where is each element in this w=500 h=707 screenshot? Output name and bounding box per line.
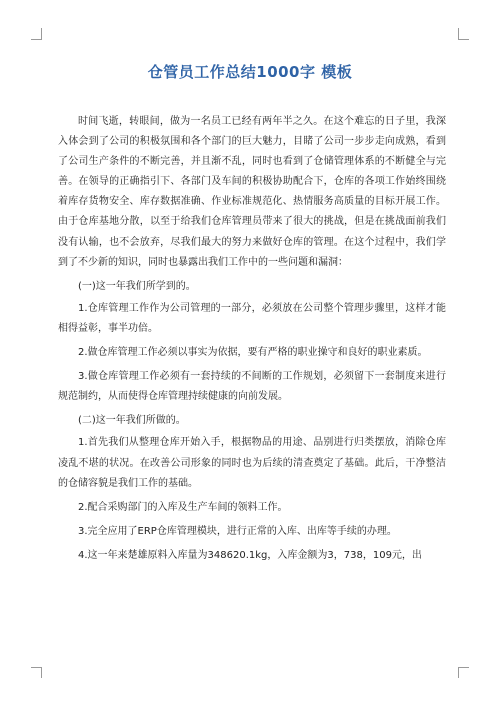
crop-mark-bottom-right-h — [458, 667, 469, 668]
crop-mark-top-left-h — [31, 39, 42, 40]
document-body — [58, 112, 446, 570]
crop-mark-top-right-v — [458, 28, 459, 39]
crop-mark-bottom-left-v — [41, 667, 42, 678]
crop-mark-top-left-v — [41, 28, 42, 39]
paragraph-learned-3: 3.做仓库管理工作必须有一套持续的不间断的工作规划，必须留下一套制度来进行规范制约，从而使得仓库管理持续健康的向前发展。 — [58, 371, 446, 403]
paragraph-learned-1: 1.仓库管理工作作为公司管理的一部分，必须放在公司整个管理步骤里，这样才能相得益彰，事半功倍。 — [58, 302, 446, 334]
document-title: 仓管员工作总结1000字 模板 — [147, 63, 353, 81]
section-heading-done: (二)这一年我们所做的。 — [78, 415, 186, 427]
paragraph-done-2: 2.配合采购部门的入库及生产车间的领料工作。 — [78, 501, 288, 513]
paragraph-done-3: 3.完全应用了ERP仓库管理模块，进行正常的入库、出库等手续的办理。 — [78, 525, 397, 537]
paragraph-learned-2: 2.做仓库管理工作必须以事实为依据，要有严格的职业操守和良好的职业素质。 — [78, 347, 428, 359]
paragraph-done-4: 4.这一年来楚雄原料入库量为348620.1kg，入库金额为3，738，109元，出 — [78, 549, 422, 561]
section-heading-learned: (一)这一年我们所学到的。 — [78, 280, 196, 292]
paragraph-intro: 时间飞逝，转眼间，做为一名员工已经有两年半之久。在这个难忘的日子里，我深入体会到了公司的积极氛围和各个部门的巨大魅力，目睹了公司一步步走向成熟，看到了公司生产条件的不断完善，并且渐不乱，同时也看到了仓储管理体系的不断健全与完善。在领导的正确指引下、各部门及车间的积极协助配合下，仓库的各项工作始终围绕着库存货物安全、库存数据准确、作业标准规范化、热情服务高质量的目标开展工作。由于仓库基地分散，以至于给我们仓库管理员带来了很大的挑战，但是在挑战面前我们没有认输，也不会放弃，尽我们最大的努力来做好仓库的管理。在这个过程中，我们学到了不少新的知识，同时也暴露出我们工作中的一些问题和漏洞： — [58, 116, 446, 268]
crop-mark-bottom-right-v — [458, 667, 459, 678]
crop-mark-top-right-h — [458, 39, 469, 40]
paragraph-done-1: 1.首先我们从整理仓库开始入手，根据物品的用途、品别进行归类摆放，消除仓库凌乱不堪的状况。在改善公司形象的同时也为后续的清查奠定了基础。此后，干净整洁的仓储容貌是我们工作的基础。 — [58, 437, 446, 489]
